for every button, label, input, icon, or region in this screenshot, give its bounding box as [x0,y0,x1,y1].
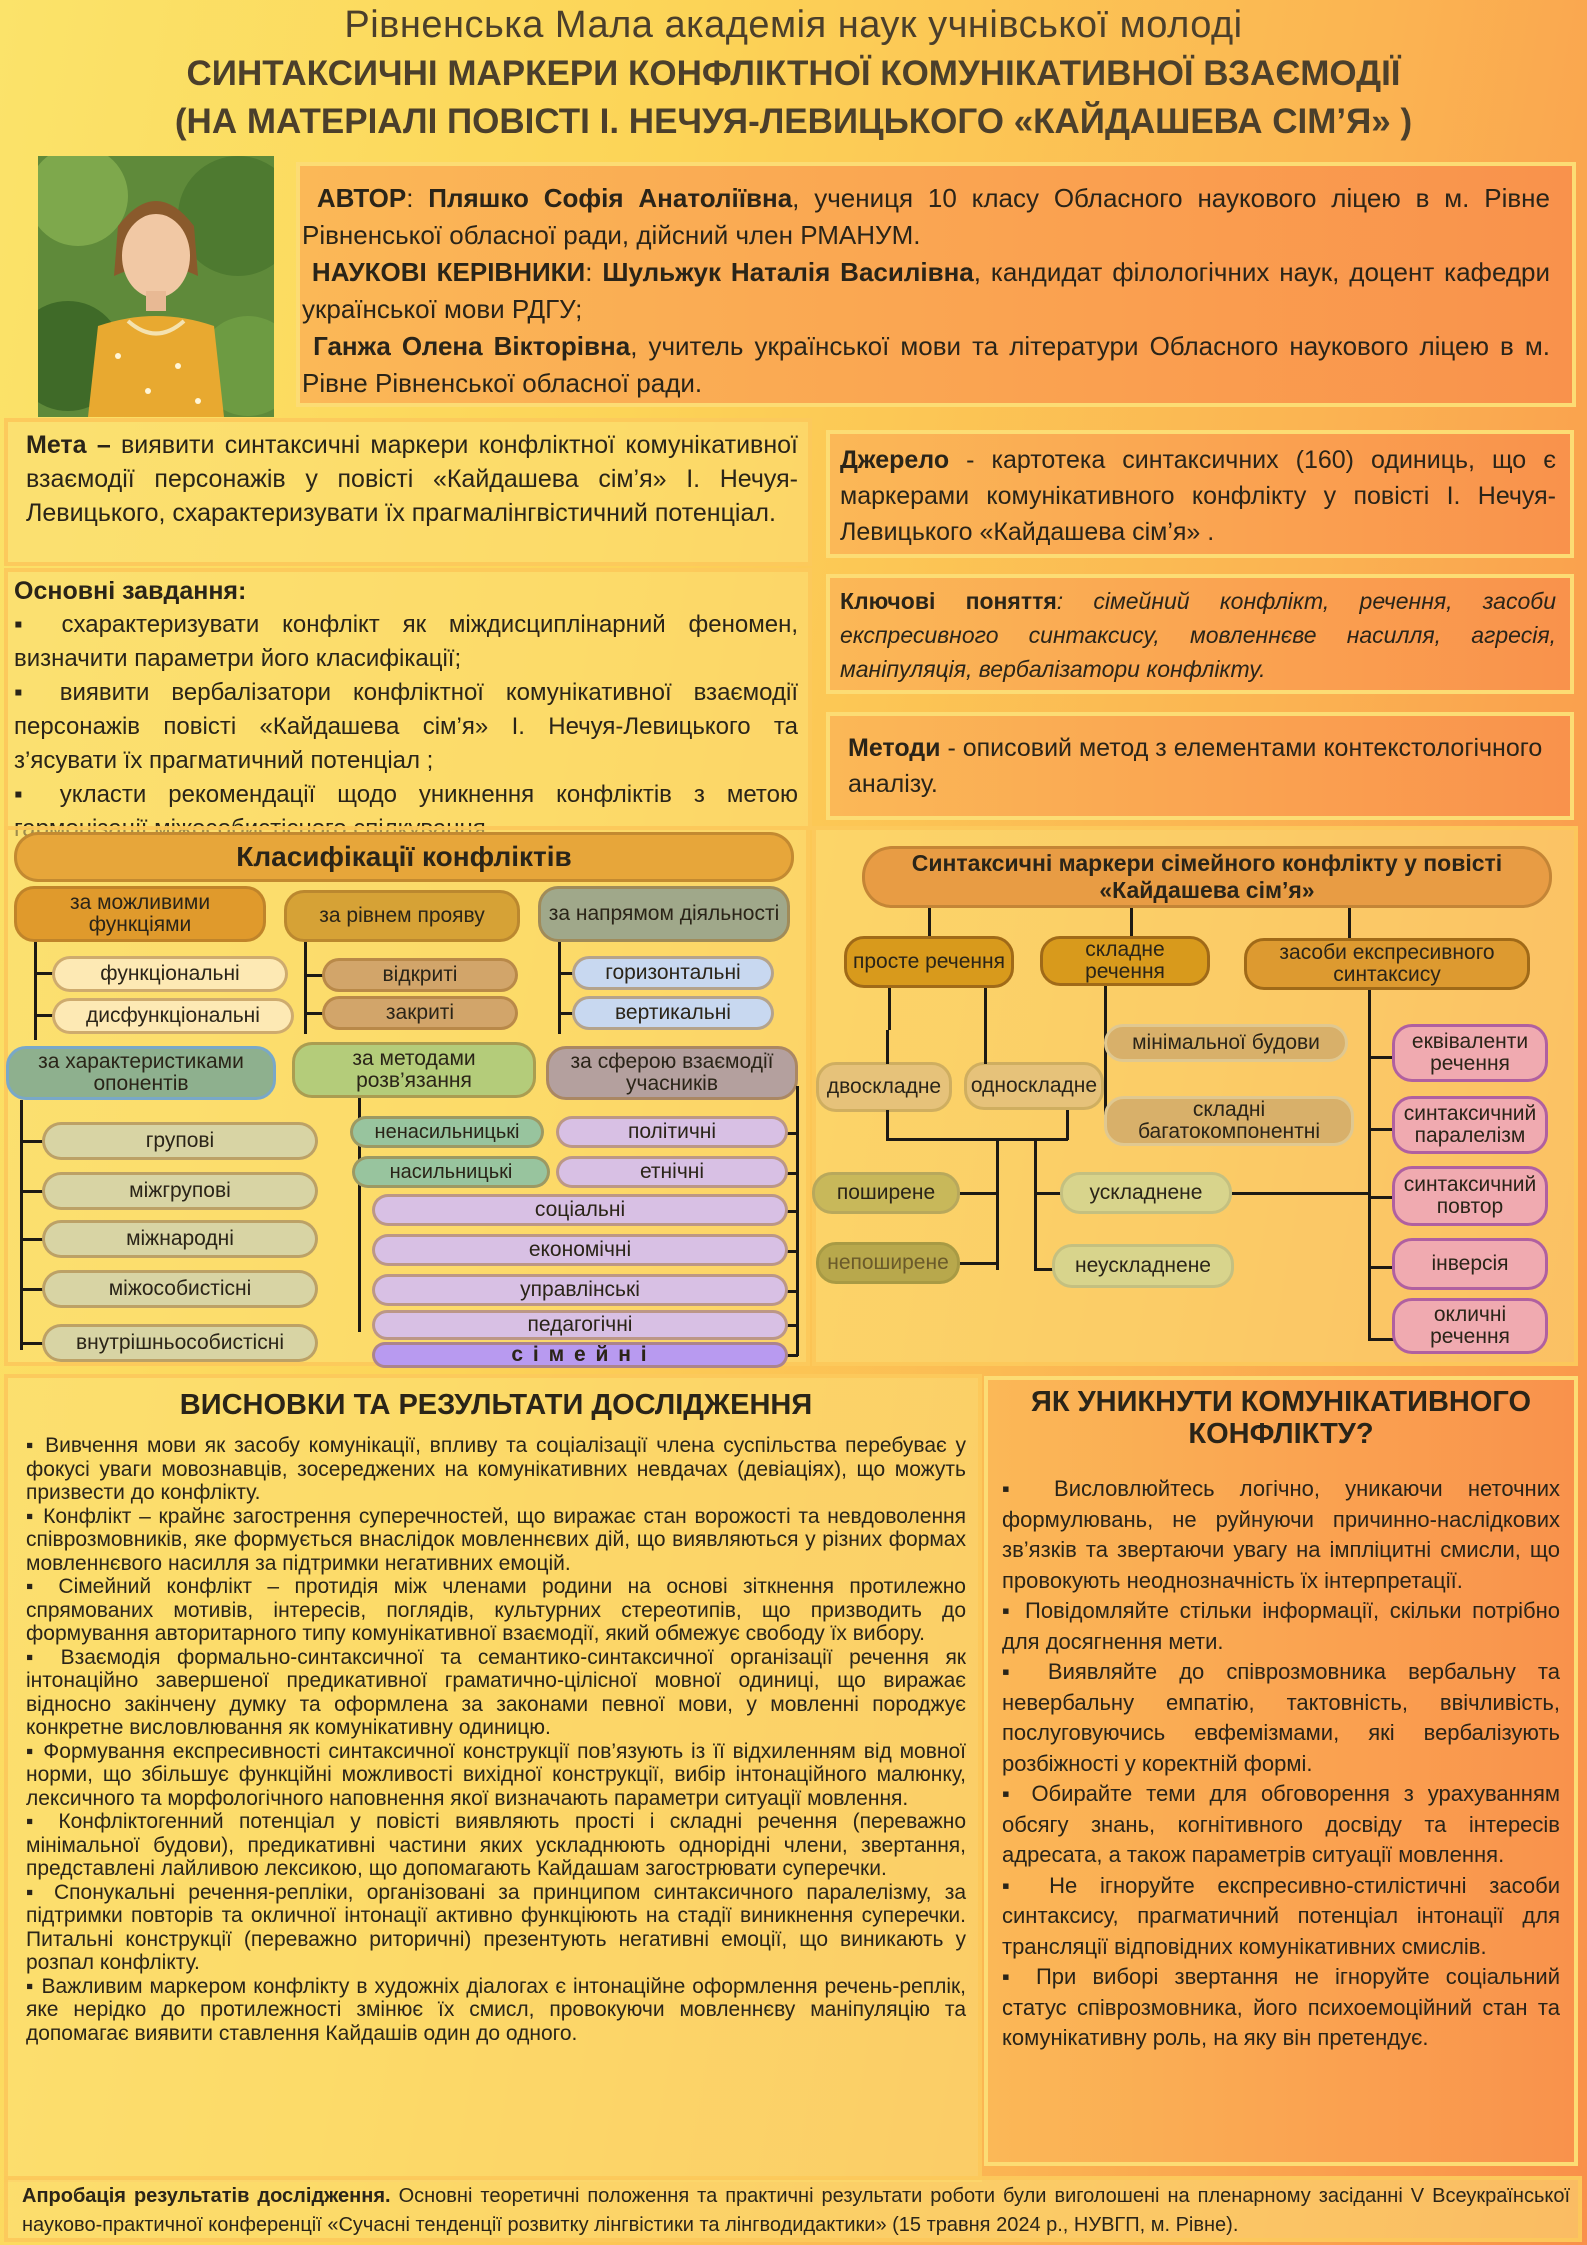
approbation-panel [4,2176,1582,2242]
item-open: відкриті [322,958,518,992]
conclusions-panel [4,1374,982,2182]
item-group: групові [42,1122,318,1160]
node-expressive-syntax: засоби експресивного синтаксису [1244,938,1530,990]
avoid-item: ▪ Не ігноруйте експресивно-стилістичні засоби синтаксису, прагматичний потенціал інтонації для трансляції відповідних комунікативних смислів. [1002,1871,1560,1963]
author-label: АВТОР [316,183,407,213]
item-intrapersonal: внутрішньособистісні [42,1324,318,1362]
item-vertical: вертикальні [572,996,774,1030]
goal-panel [4,418,812,566]
approbation-text: Основні теоретичні положення та практичні результати роботи були виголошені на пленарному засіданні V Всеукраїнської науково-практичної конференції «Сучасні тенденції розвитку лінгвістики та лінгводидактики» (15 травня 2024 р., НУВГП, м. Рівне). [22,2185,1571,2236]
tasks-label: Основні завдання: [14,577,247,605]
node-extended: поширене [812,1172,960,1214]
task-item: ▪ виявити вербалізатори конфліктної комунікативної взаємодії персонажів повісті «Кайдашева сім’я» І. Нечуя-Левицького та з’ясувати їх прагматичний потенціал ; [14,676,798,778]
methods-text: - описовий метод з елементами контекстологічного аналізу. [848,734,1543,798]
category-manifestation-level: за рівнем прояву [284,890,520,942]
poster-title-line2: (НА МАТЕРІАЛІ ПОВІСТІ І. НЕЧУЯ-ЛЕВИЦЬКОГО «КАЙДАШЕВА СІМ’Я» ) [174,102,1413,141]
avoid-item: ▪ Обирайте теми для обговорення з урахуванням обсягу знань, когнітивного досвіду та інтересів адресата, а також параметрів ситуації мовлення. [1002,1779,1560,1871]
category-resolution-methods: за методами розв’язання [292,1042,536,1098]
supervisor1-description: , кандидат філологічних наук, доцент кафедри української мови РДГУ; [302,257,1550,324]
item-interpersonal: міжособистісні [42,1270,318,1308]
classification-diagram [0,826,810,1366]
keywords-panel [826,574,1574,694]
tasks-panel [4,568,812,830]
category-interaction-sphere: за сферою взаємодії учасників [546,1046,798,1100]
conclusion-item: ▪ Важливим маркером конфлікту в художніх діалогах є інтонаційне оформлення речень-реплік, яке нерідко до протилежності змінює їх смисл, провокуючи мовленнєву маніпуляцію та допомагає виявити ставлення Кайдашів один до одного. [26,1975,966,2046]
node-two-part: двоскладне [816,1062,952,1112]
task-item: ▪ укласти рекомендації щодо уникнення конфліктів з метою [14,778,798,846]
item-nonviolent: ненасильницькі [350,1116,544,1148]
avoid-conflict-title: ЯК УНИКНУТИ КОМУНІКАТИВНОГО КОНФЛІКТУ? [1031,1386,1531,1450]
item-ethnic: етнічні [556,1156,788,1188]
conclusion-item: ▪ Спонукальні речення-репліки, організовані за принципом синтаксичного паралелізму, за підтримки повторів та окличної інтонації активно функціюють на стадії виникнення суперечки. Питальні конструкції (переважно риторичні) презентують негативні емоції, що виникають у розпал конфлікту. [26,1881,966,1975]
node-syntactic-parallelism: синтаксичний паралелізм [1392,1096,1548,1154]
category-functions: за можливими функціями [14,886,266,942]
supervisor2-name: Ганжа Олена Вікторівна [313,331,631,361]
category-activity-direction: за напрямом діяльності [538,886,790,942]
item-international: міжнародні [42,1220,318,1258]
conclusion-item: ▪ Конфліктогенний потенціал у повісті виявляють прості і складні речення (переважно мінімальної будови), предикативні частини яких ускладнюють однорідні члени, звертання, представлені лайливою лексикою, що допомагають Кайдашам загострювати суперечки. [26,1810,966,1881]
item-violent: насильницькі [352,1156,550,1188]
item-dysfunctional: дисфункціональні [52,998,294,1034]
avoid-conflict-panel [984,1376,1578,2166]
node-complex-sentence: складне речення [1040,936,1210,986]
source-label: Джерело [840,446,950,474]
conclusion-item: ▪ Сімейний конфлікт – протидія між членами родини на основі зіткнення протилежно спрямованих мотивів, інтересів, поглядів, культурних стереотипів, що призводить до формування авторитарного типу комунікативної взаємодії, який обмежує свободу їх вибору. [26,1575,966,1646]
node-one-part: односкладне [964,1062,1104,1110]
author-description: , учениця 10 класу Обласного наукового ліцею в м. Рівне Рівненської обласної ради, дійсний член РМАНУМ. [302,183,1550,250]
item-functional: функціональні [52,956,288,992]
node-unextended: непоширене [816,1242,960,1284]
avoid-item: ▪ Повідомляйте стільки інформації, скільки потрібно для досягнення мети. [1002,1596,1560,1657]
avoid-item: ▪ Висловлюйтесь логічно, уникаючи неточних формулювань, не руйнуючи причинно-наслідкових зв’язків та звертаючи увагу на імпліцитні смисли, що провокують неоднозначність їх інтерпретації. [1002,1474,1560,1596]
supervisor1-name: Шульжук Наталія Василівна [602,257,974,287]
node-complicated: ускладнене [1060,1172,1232,1214]
conclusion-item: ▪ Взаємодія формально-синтаксичної та семантико-синтаксичної організації речення як інтонаційно завершеної предикативної граматично-цілісної мовної одиниці, що виражає відносно закінчену думку та оформлена за законами певної мови, у мовленні породжує конкретне висловлювання як комунікативну одиницю. [26,1646,966,1740]
item-closed: закриті [322,996,518,1030]
node-multicomponent: складні багатокомпонентні [1104,1096,1354,1146]
task-item: ▪ схарактеризувати конфлікт як міждисциплінарний феномен, визначити параметри його класифікації; [14,608,798,676]
avoid-item: ▪ Виявляйте до співрозмовника вербальну та невербальну емпатію, тактовність, ввічливість, послуговуючись евфемізмами, які вербалізують розбіжності у коректній формі. [1002,1657,1560,1779]
node-uncomplicated: неускладнене [1052,1244,1234,1288]
node-minimal-structure: мінімальної будови [1104,1024,1348,1062]
keywords-label: Ключові поняття [840,588,1057,614]
markers-title: Синтаксичні маркери сімейного конфлікту у повісті «Кайдашева сім’я» [862,846,1552,908]
goal-text: виявити синтаксичні маркери конфліктної комунікативної взаємодії персонажів у повісті «Кайдашева сім’я» І. Нечуя-Левицького, схарактеризувати їх прагмалінгвістичний потенціал. [26,431,798,527]
classification-title: Класифікації конфліктів [14,832,794,882]
author-name: Пляшко Софія Анатоліївна [428,183,793,213]
category-opponent-characteristics: за характеристиками опонентів [6,1046,276,1100]
methods-label: Методи [848,734,941,762]
node-inversion: інверсія [1392,1238,1548,1290]
node-syntactic-repetition: синтаксичний повтор [1392,1166,1548,1226]
item-managerial: управлінські [372,1274,788,1306]
node-sentence-equivalents: еквіваленти речення [1392,1024,1548,1082]
poster-title-line1: СИНТАКСИЧНІ МАРКЕРИ КОНФЛІКТНОЇ КОМУНІКАТИВНОЇ ВЗАЄМОДІЇ [186,54,1401,93]
source-panel [826,430,1574,558]
item-horizontal: горизонтальні [572,956,774,990]
item-social: соціальні [372,1194,788,1226]
goal-label: Мета – [26,431,111,459]
supervisor2-description: , учитель української мови та літератури Обласного наукового ліцею в м. Рівне Рівненської обласної ради. [302,331,1551,398]
authors-panel: АВТОР: Пляшко Софія Анатоліївна, учениця 10 класу Обласного наукового ліцею в м. Рівне Рівненської обласної ради, дійсний член РМАНУМ. НАУКОВІ КЕРІВНИКИ: Шульжук Наталія Василівна, кандидат філологічних наук, доцент кафедри української мови РДГУ; Ганжа Олена Вікторівна, учитель української мови та літератури Обласного наукового ліцею в м. Рівне Рівненської обласної ради. [296,162,1576,407]
conclusion-item: ▪ Вивчення мови як засобу комунікації, впливу та соціалізації члена суспільства перебуває у фокусі уваги мовознавців, зосереджених на комунікативних невдачах (девіаціях), що можуть призвести до конфлікту. [26,1434,966,1505]
author-photo [38,156,274,417]
item-pedagogical: педагогічні [372,1310,788,1340]
keywords-text: : сімейний конфлікт, речення, засоби експресивного синтаксису, мовленнєве насилля, агресія, маніпуляція, вербалізатори конфлікту. [840,588,1556,682]
item-family: с і м е й н і [372,1342,788,1368]
node-simple-sentence: просте речення [844,936,1014,988]
source-text: - картотека синтаксичних (160) одиниць, що є маркерами комунікативного конфлікту у повісті І. Нечуя-Левицького «Кайдашева сім’я» . [840,446,1556,546]
item-political: політичні [556,1116,788,1148]
node-exclamatory: окличні речення [1392,1298,1548,1354]
conclusions-title: ВИСНОВКИ ТА РЕЗУЛЬТАТИ ДОСЛІДЖЕННЯ [179,1389,813,1421]
markers-diagram [812,826,1578,1366]
conclusion-item: ▪ Конфлікт – крайнє загострення суперечностей, що виражає стан ворожості та невдоволення співрозмовників, яке формується внаслідок мовленнєвих дій, що виявляються у різних формах мовленнєвого насилля за підтримки негативних емоцій. [26,1505,966,1576]
supervisors-label: НАУКОВІ КЕРІВНИКИ [311,257,586,287]
avoid-item: ▪ При виборі звертання не ігноруйте соціальний статус співрозмовника, його психоемоційний стан та комунікативну роль, на яку він претендує. [1002,1962,1560,2054]
item-economic: економічні [372,1234,788,1266]
conclusion-item: ▪ Формування експресивності синтаксичної конструкції пов’язують із її відхиленням від мовної норми, що збільшує функційні можливості вихідної конструкції, вибір інтонаційного малюнку, лексичного та морфологічного наповнення якої визначають параметри ситуації мовлення. [26,1740,966,1811]
item-intergroup: міжгрупові [42,1172,318,1210]
organization-title: Рівненська Мала академія наук учнівської молоді [344,4,1243,46]
approbation-label: Апробація результатів дослідження. [22,2185,391,2207]
methods-panel [826,712,1574,820]
